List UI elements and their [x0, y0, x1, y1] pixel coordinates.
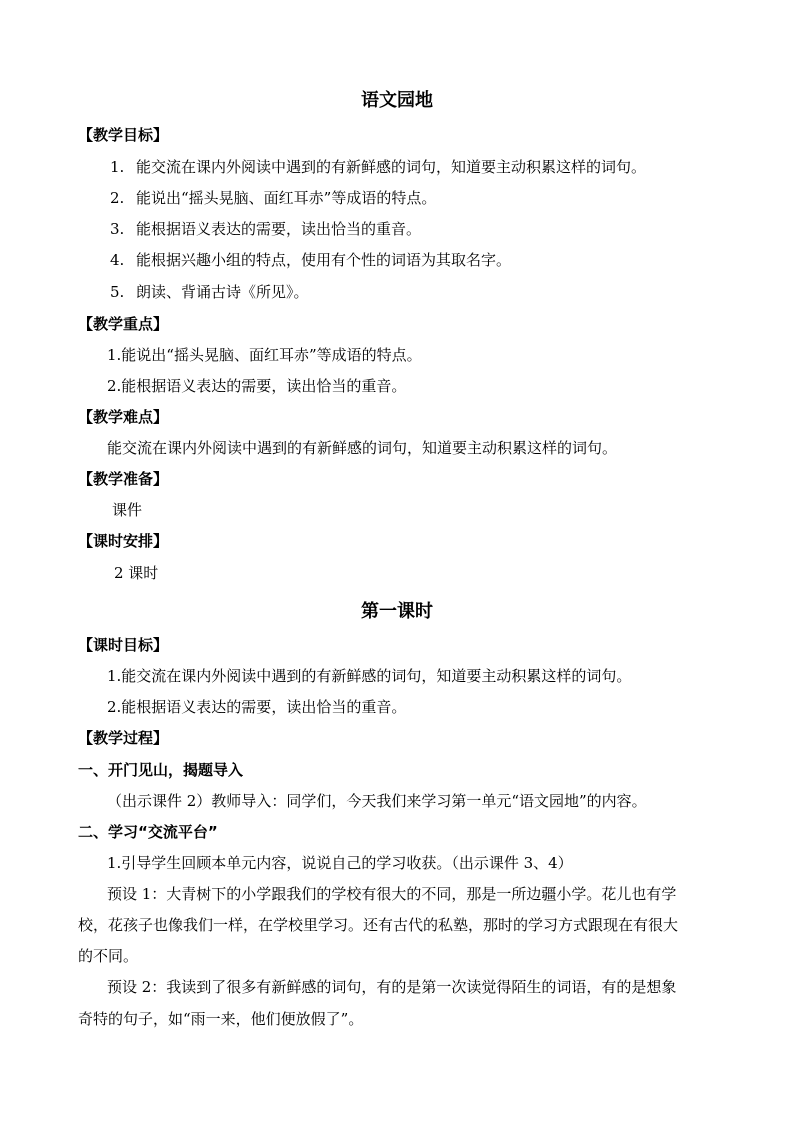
objective-number: 1.: [110, 158, 125, 176]
objective-item: [110, 281, 309, 302]
lesson-title: 第一课时: [361, 601, 433, 622]
objective-text: 能根据语义表达的需要，读出恰当的重音。: [136, 220, 422, 238]
preset2-line: 奇特的句子，如“雨一来，他们便放假了”。: [78, 1010, 364, 1028]
difficulties-heading: 【教学难点】: [78, 408, 169, 426]
step1-text: （出示课件 2）教师导入：同学们，今天我们来学习第一单元“语文园地”的内容。: [107, 792, 647, 810]
objective-item: [110, 249, 511, 270]
lesson-goal-item: 2.能根据语义表达的需要，读出恰当的重音。: [107, 698, 407, 716]
preparation-heading: 【教学准备】: [78, 470, 169, 488]
preset1-line: 的不同。: [78, 947, 139, 965]
preset1-line: 校，花孩子也像我们一样，在学校里学习。还有古代的私塾，那时的学习方式跟现在有很大: [78, 916, 679, 934]
key-points-heading: 【教学重点】: [78, 315, 169, 333]
objective-text: 能说出“摇头晃脑、面红耳赤”等成语的特点。: [136, 189, 437, 207]
step2-heading: 二、学习“交流平台”: [78, 823, 218, 841]
lesson-goals-heading: 【课时目标】: [78, 636, 169, 654]
objective-item: [110, 218, 421, 239]
objective-number: 4.: [110, 251, 125, 269]
page-title: 语文园地: [361, 90, 433, 111]
objective-number: 5.: [110, 283, 125, 301]
process-heading: 【教学过程】: [78, 729, 169, 747]
difficulties-text: 能交流在课内外阅读中遇到的有新鲜感的词句，知道要主动积累这样的词句。: [107, 439, 618, 457]
objective-number: 3.: [110, 220, 125, 238]
objective-item: [110, 187, 436, 208]
preset1-line: 预设 1：大青树下的小学跟我们的学校有很大的不同，那是一所边疆小学。花儿也有学: [107, 885, 677, 903]
objectives-heading: 【教学目标】: [78, 126, 169, 144]
key-point-item: 2.能根据语义表达的需要，读出恰当的重音。: [107, 377, 407, 395]
objective-text: 能交流在课内外阅读中遇到的有新鲜感的词句，知道要主动积累这样的词句。: [136, 158, 647, 176]
preparation-text: 课件: [112, 501, 143, 519]
objective-text: 朗读、背诵古诗《所见》。: [136, 283, 309, 301]
objective-number: 2.: [110, 189, 125, 207]
key-point-item: 1.能说出“摇头晃脑、面红耳赤”等成语的特点。: [107, 346, 422, 364]
step2-text: 1.引导学生回顾本单元内容，说说自己的学习收获。（出示课件 3、4）: [107, 854, 573, 872]
schedule-text: 2 课时: [114, 564, 159, 582]
objective-text: 能根据兴趣小组的特点，使用有个性的词语为其取名字。: [136, 251, 512, 269]
step1-heading: 一、开门见山，揭题导入: [78, 761, 244, 779]
objective-item: [110, 156, 646, 177]
preset2-line: 预设 2：我读到了很多有新鲜感的词句，有的是第一次读觉得陌生的词语，有的是想象: [107, 978, 677, 996]
schedule-heading: 【课时安排】: [78, 532, 169, 550]
lesson-goal-item: 1.能交流在课内外阅读中遇到的有新鲜感的词句，知道要主动积累这样的词句。: [107, 667, 632, 685]
